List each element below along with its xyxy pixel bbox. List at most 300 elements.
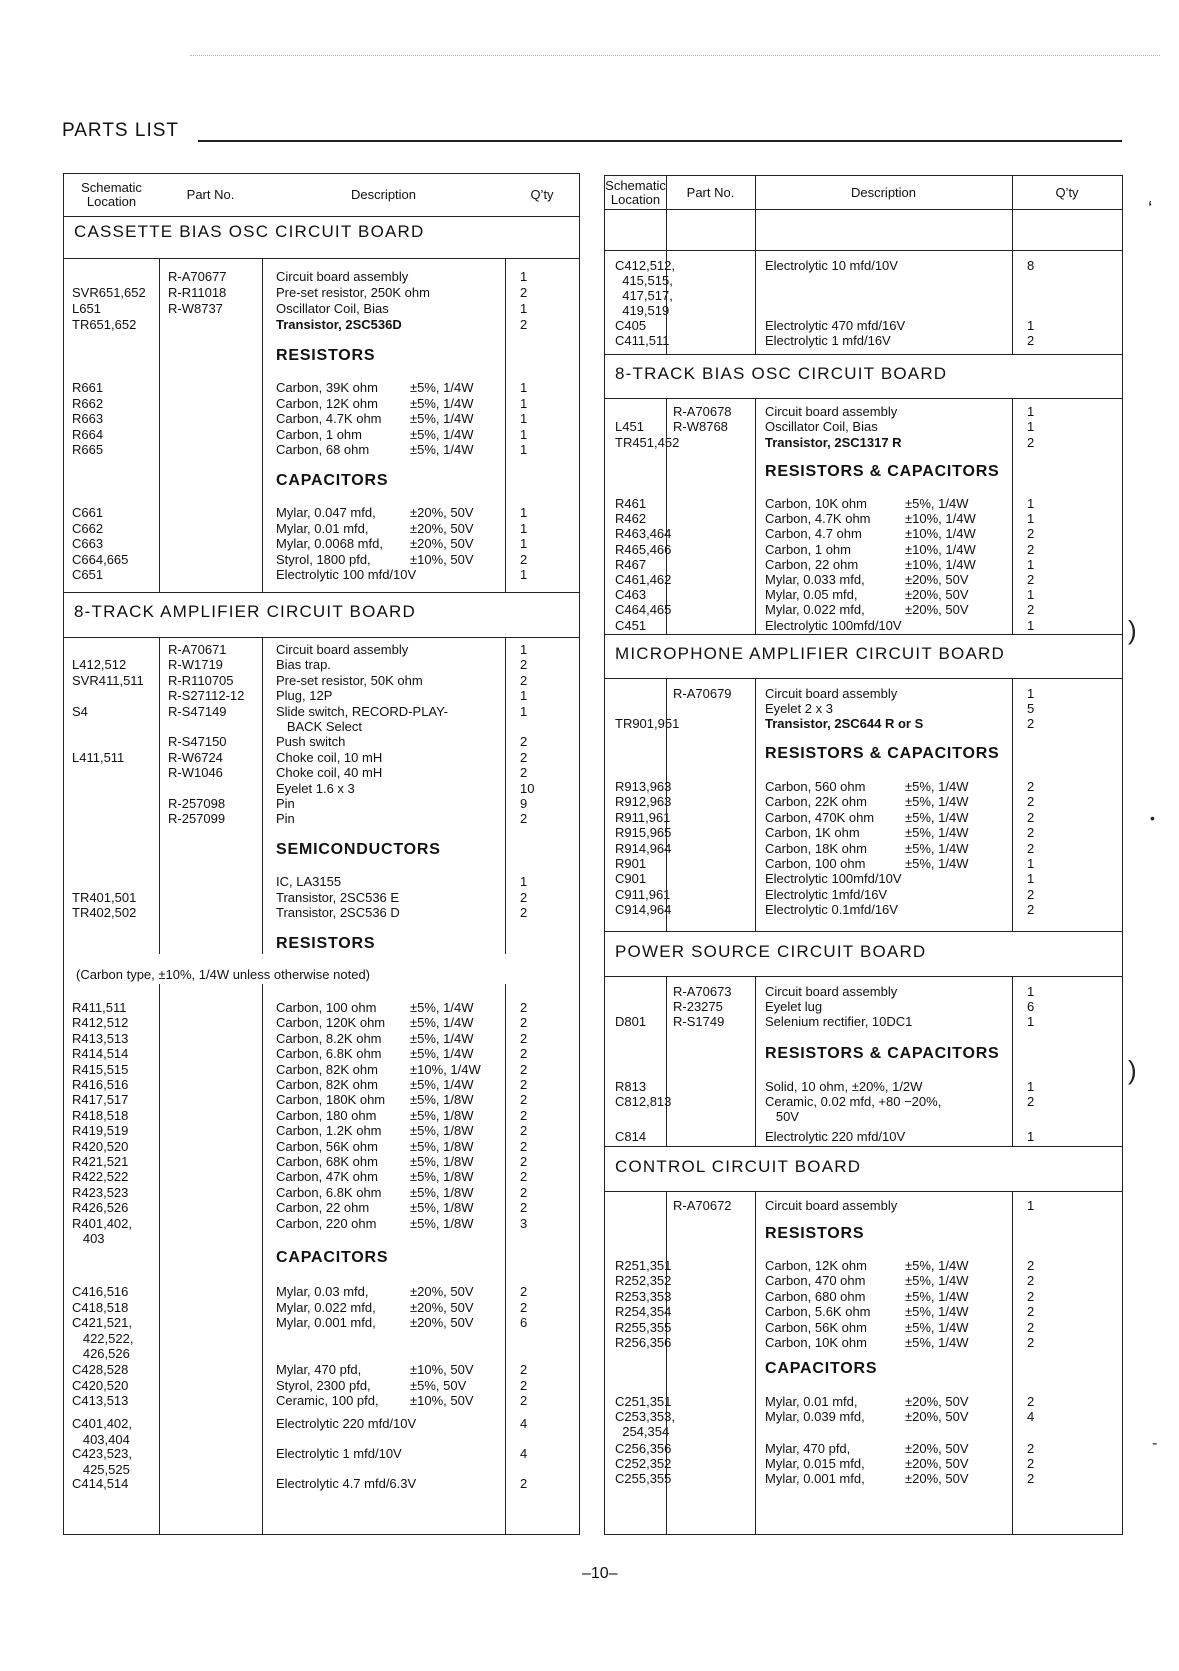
quantity: 2 — [520, 1092, 528, 1108]
schematic-location: 419,519 — [615, 303, 670, 318]
part-description: Electrolytic 470 mfd/16V — [765, 318, 906, 333]
board-title: 8-TRACK BIAS OSC CIRCUIT BOARD — [615, 364, 948, 383]
part-description: Carbon, 220 ohm — [276, 1215, 377, 1231]
resistor-note: (Carbon type, ±10%, 1/4W unless otherwise noted) — [76, 967, 371, 982]
schematic-location: R253,353 — [615, 1288, 672, 1304]
part-description: Carbon, 180K ohm — [276, 1092, 386, 1108]
schematic-location: C414,514 — [72, 1476, 129, 1491]
part-description: IC, LA3155 — [276, 874, 342, 889]
schematic-location: TR901,951 — [615, 716, 680, 732]
section-heading: RESISTORS — [765, 1225, 865, 1242]
tolerance-rating: ±5%, 1/4W — [905, 840, 969, 856]
schematic-location: R419,519 — [72, 1123, 129, 1139]
schematic-location: C253,353, — [615, 1409, 675, 1424]
schematic-location: C252,352 — [615, 1456, 672, 1471]
board-divider — [605, 1191, 1122, 1192]
schematic-location: C463 — [615, 587, 647, 603]
part-number: R-S27112-12 — [168, 688, 245, 704]
tolerance-rating: ±5%, 1/4W — [410, 1000, 474, 1015]
part-description: Transistor, 2SC644 R or S — [765, 716, 924, 732]
tolerance-rating: ±5%, 1/4W — [410, 1046, 474, 1062]
schematic-location: C421,521, — [72, 1315, 132, 1331]
board-divider — [605, 250, 1122, 251]
part-description: Carbon, 560 ohm — [765, 779, 866, 794]
tolerance-rating: ±5%, 1/4W — [410, 380, 474, 395]
section-heading: CAPACITORS — [276, 1249, 389, 1266]
schematic-location: C451 — [615, 617, 647, 633]
tolerance-rating: ±5%, 1/4W — [905, 809, 969, 825]
part-description: Carbon, 12K ohm — [276, 395, 378, 411]
quantity: 2 — [520, 317, 528, 332]
column-divider — [666, 1191, 667, 1534]
quantity: 2 — [1027, 886, 1035, 902]
part-description: Pin — [276, 796, 295, 811]
tolerance-rating: ±20%, 50V — [410, 505, 474, 520]
scan-mark: ) — [1128, 615, 1137, 645]
column-divider — [1012, 398, 1013, 634]
tolerance-rating: ±20%, 50V — [905, 602, 969, 618]
parts-table-left — [63, 173, 580, 1535]
tolerance-rating: ±20%, 50V — [410, 1284, 474, 1299]
schematic-location: R252,352 — [615, 1273, 672, 1289]
quantity: 2 — [1027, 541, 1035, 557]
part-description: 50V — [765, 1109, 799, 1124]
tolerance-rating: ±5%, 1/8W — [410, 1200, 474, 1216]
board-divider — [605, 634, 1122, 635]
board-title: MICROPHONE AMPLIFIER CIRCUIT BOARD — [615, 644, 1005, 663]
column-divider — [755, 176, 756, 354]
column-divider — [755, 678, 756, 931]
tolerance-rating: ±5%, 1/4W — [905, 1288, 969, 1304]
tolerance-rating: ±5%, 1/4W — [905, 856, 969, 871]
part-number: R-W1046 — [168, 765, 223, 781]
tolerance-rating: ±20%, 50V — [905, 1456, 969, 1471]
quantity: 4 — [520, 1446, 528, 1461]
part-description: Mylar, 0.001 mfd, — [765, 1471, 865, 1486]
part-number: R-W8768 — [673, 419, 728, 435]
part-description: Carbon, 22 ohm — [765, 556, 859, 572]
schematic-location: C405 — [615, 318, 647, 333]
part-description: Carbon, 22 ohm — [276, 1200, 370, 1216]
quantity: 2 — [1027, 716, 1035, 732]
part-description: Carbon, 8.2K ohm — [276, 1030, 382, 1046]
quantity: 9 — [520, 796, 528, 811]
quantity: 2 — [1027, 1258, 1035, 1273]
quantity: 2 — [520, 672, 528, 688]
part-description: Electrolytic 10 mfd/10V — [765, 258, 898, 273]
quantity: 2 — [1027, 902, 1035, 918]
section-heading: RESISTORS — [276, 347, 376, 364]
part-description: Transistor, 2SC1317 R — [765, 434, 902, 450]
schematic-location: R411,511 — [72, 1000, 127, 1015]
board-title: 8-TRACK AMPLIFIER CIRCUIT BOARD — [74, 602, 416, 621]
column-divider — [159, 637, 160, 954]
part-description: Circuit board assembly — [276, 269, 409, 284]
quantity: 2 — [520, 1107, 528, 1123]
tolerance-rating: ±5%, 1/8W — [410, 1107, 474, 1123]
quantity: 2 — [520, 657, 528, 673]
schematic-location: R255,355 — [615, 1319, 672, 1335]
tolerance-rating: ±5%, 1/4W — [905, 794, 969, 810]
part-description: Carbon, 10K ohm — [765, 496, 867, 511]
schematic-location: R421,521 — [72, 1154, 129, 1169]
tolerance-rating: ±20%, 50V — [905, 572, 969, 587]
tolerance-rating: ±20%, 50V — [410, 1299, 474, 1315]
quantity: 1 — [520, 520, 528, 536]
schematic-location: L451 — [615, 419, 644, 435]
part-description: Circuit board assembly — [765, 984, 898, 999]
column-divider — [505, 258, 506, 592]
part-description: Electrolytic 100 mfd/10V — [276, 567, 417, 583]
schematic-location: R915,965 — [615, 825, 672, 841]
quantity: 2 — [1027, 526, 1035, 542]
quantity: 3 — [520, 1215, 528, 1231]
tolerance-rating: ±20%, 50V — [905, 1394, 969, 1409]
part-description: Carbon, 68K ohm — [276, 1154, 378, 1169]
schematic-location: SVR651,652 — [72, 285, 146, 300]
part-description: Plug, 12P — [276, 688, 333, 704]
column-divider — [262, 637, 263, 954]
part-description: Carbon, 6.8K ohm — [276, 1046, 382, 1062]
part-description: Mylar, 0.03 mfd, — [276, 1284, 369, 1299]
quantity: 1 — [1027, 617, 1035, 633]
schematic-location: C914,964 — [615, 902, 672, 918]
tolerance-rating: ±20%, 50V — [905, 587, 969, 603]
column-header-description: Description — [350, 187, 417, 202]
quantity: 2 — [1027, 1273, 1035, 1289]
schematic-location: R423,523 — [72, 1184, 129, 1200]
tolerance-rating: ±5%, 1/4W — [410, 1015, 474, 1031]
part-description: Eyelet 1.6 x 3 — [276, 780, 355, 796]
board-divider — [605, 354, 1122, 355]
schematic-location: R420,520 — [72, 1138, 129, 1154]
part-description: Carbon, 56K ohm — [276, 1138, 378, 1154]
tolerance-rating: ±5%, 1/8W — [410, 1123, 474, 1139]
quantity: 2 — [520, 1000, 528, 1015]
quantity: 1 — [1027, 587, 1035, 603]
tolerance-rating: ±5%, 1/8W — [410, 1184, 474, 1200]
part-description: Ceramic, 0.02 mfd, +80 −20%, — [765, 1094, 942, 1109]
schematic-location: R461 — [615, 496, 647, 511]
quantity: 2 — [520, 905, 528, 921]
quantity: 2 — [520, 551, 528, 567]
part-number: R-W8737 — [168, 301, 223, 316]
part-description: Carbon, 10K ohm — [765, 1335, 867, 1350]
part-description: Electrolytic 1mfd/16V — [765, 886, 888, 902]
part-description: Choke coil, 10 mH — [276, 749, 383, 765]
quantity: 6 — [520, 1315, 528, 1331]
quantity: 1 — [520, 426, 528, 442]
schematic-location: R662 — [72, 395, 104, 411]
quantity: 1 — [1027, 1079, 1035, 1094]
schematic-location: R813 — [615, 1079, 647, 1094]
part-description: Carbon, 39K ohm — [276, 380, 378, 395]
schematic-location: TR451,452 — [615, 434, 680, 450]
part-description: Carbon, 82K ohm — [276, 1077, 378, 1092]
quantity: 6 — [1027, 999, 1035, 1015]
scan-mark: • — [1150, 810, 1155, 826]
part-description: Styrol, 2300 pfd, — [276, 1377, 371, 1393]
scan-speckle-line — [190, 55, 1160, 56]
schematic-location: C464,465 — [615, 602, 672, 618]
part-description: Transistor, 2SC536 E — [276, 889, 400, 905]
part-description: Mylar, 0.01 mfd, — [765, 1394, 858, 1409]
tolerance-rating: ±10%, 1/4W — [410, 1061, 481, 1077]
tolerance-rating: ±5%, 1/4W — [905, 1258, 969, 1273]
part-number: R-A70679 — [673, 686, 732, 701]
quantity: 2 — [1027, 1335, 1035, 1350]
part-number: R-257099 — [168, 811, 226, 827]
tolerance-rating: ±20%, 50V — [905, 1441, 969, 1456]
quantity: 2 — [520, 1393, 528, 1409]
part-number: R-A70678 — [673, 404, 732, 419]
part-number: R-R11018 — [168, 285, 227, 300]
schematic-location: C814 — [615, 1129, 647, 1144]
board-divider — [605, 678, 1122, 679]
part-description: Carbon, 12K ohm — [765, 1258, 867, 1273]
schematic-location: C901 — [615, 871, 647, 887]
quantity: 2 — [1027, 794, 1035, 810]
part-description: Carbon, 4.7K ohm — [276, 411, 382, 427]
quantity: 5 — [1027, 701, 1035, 717]
schematic-location: C423,523, — [72, 1446, 132, 1461]
part-description: Solid, 10 ohm, ±20%, 1/2W — [765, 1079, 923, 1094]
schematic-location: 403 — [72, 1231, 105, 1246]
quantity: 2 — [520, 1377, 528, 1393]
column-divider — [666, 976, 667, 1146]
quantity: 1 — [520, 505, 528, 520]
column-divider — [755, 976, 756, 1146]
quantity: 1 — [520, 380, 528, 395]
section-heading: RESISTORS & CAPACITORS — [765, 745, 1000, 762]
board-divider — [64, 258, 579, 259]
part-description: Pre-set resistor, 50K ohm — [276, 672, 423, 688]
column-divider — [159, 984, 160, 1534]
schematic-location: R901 — [615, 856, 647, 871]
schematic-location: R462 — [615, 511, 647, 527]
column-divider — [159, 258, 160, 592]
quantity: 2 — [520, 285, 528, 300]
quantity: 1 — [520, 874, 528, 889]
schematic-location: L411,511 — [72, 749, 125, 765]
schematic-location: R467 — [615, 556, 647, 572]
column-header-schematic: Schematic Location — [605, 177, 666, 207]
quantity: 2 — [1027, 602, 1035, 618]
part-description: Selenium rectifier, 10DC1 — [765, 1014, 913, 1030]
column-header-part-no: Part No. — [686, 184, 735, 200]
schematic-location: C911,961 — [615, 886, 671, 902]
schematic-location: 403,404 — [72, 1432, 130, 1447]
board-divider — [64, 637, 579, 638]
tolerance-rating: ±5%, 1/4W — [410, 1077, 474, 1092]
part-description: Circuit board assembly — [765, 1198, 898, 1213]
part-number: R-A70671 — [168, 642, 227, 657]
column-divider — [1012, 1191, 1013, 1534]
schematic-location: R426,526 — [72, 1200, 129, 1216]
tolerance-rating: ±10%, 1/4W — [905, 541, 976, 557]
parts-table-right — [604, 175, 1123, 1535]
quantity: 1 — [1027, 686, 1035, 701]
part-description: Oscillator Coil, Bias — [276, 301, 389, 316]
quantity: 1 — [520, 536, 528, 552]
schematic-location: R251,351 — [615, 1258, 672, 1273]
part-description: Mylar, 0.022 mfd, — [276, 1299, 376, 1315]
board-divider — [605, 931, 1122, 932]
column-divider — [262, 984, 263, 1534]
schematic-location: D801 — [615, 1014, 647, 1030]
part-description: Slide switch, RECORD-PLAY- — [276, 703, 448, 719]
part-description: Mylar, 0.0068 mfd, — [276, 536, 383, 552]
part-description: Circuit board assembly — [765, 686, 898, 701]
tolerance-rating: ±5%, 1/4W — [410, 442, 474, 458]
schematic-location: R254,354 — [615, 1304, 672, 1320]
quantity: 2 — [1027, 779, 1035, 794]
part-description: Carbon, 470 ohm — [765, 1273, 866, 1289]
part-description: Electrolytic 100mfd/10V — [765, 617, 902, 633]
quantity: 2 — [520, 1184, 528, 1200]
part-description: Carbon, 47K ohm — [276, 1169, 378, 1185]
section-heading: CAPACITORS — [276, 472, 389, 489]
part-description: Choke coil, 40 mH — [276, 765, 383, 781]
quantity: 1 — [520, 688, 528, 704]
tolerance-rating: ±10%, 1/4W — [905, 526, 976, 542]
part-description: Mylar, 470 pfd, — [276, 1362, 362, 1377]
table-header — [64, 174, 579, 217]
part-description: Transistor, 2SC536D — [276, 317, 402, 332]
board-divider — [605, 398, 1122, 399]
part-description: Carbon, 120K ohm — [276, 1015, 386, 1031]
column-divider — [505, 984, 506, 1534]
tolerance-rating: ±5%, 1/4W — [905, 825, 969, 841]
tolerance-rating: ±10%, 1/4W — [905, 511, 976, 527]
board-divider — [605, 976, 1122, 977]
schematic-location: C661 — [72, 505, 104, 520]
part-description: Mylar, 0.015 mfd, — [765, 1456, 865, 1471]
part-number: R-S47149 — [168, 703, 227, 719]
part-description: Carbon, 1 ohm — [765, 541, 851, 557]
quantity: 1 — [1027, 511, 1035, 527]
tolerance-rating: ±20%, 50V — [410, 536, 474, 552]
schematic-location: C812,813 — [615, 1094, 672, 1109]
schematic-location: R912,963 — [615, 794, 672, 810]
quantity: 1 — [1027, 856, 1035, 871]
tolerance-rating: ±5%, 50V — [410, 1377, 467, 1393]
schematic-location: R422,522 — [72, 1169, 129, 1185]
part-description: Eyelet 2 x 3 — [765, 701, 833, 717]
part-description: Carbon, 100 ohm — [765, 856, 866, 871]
quantity: 8 — [1027, 258, 1035, 273]
tolerance-rating: ±5%, 1/4W — [905, 1273, 969, 1289]
quantity: 2 — [1027, 572, 1035, 587]
quantity: 1 — [1027, 404, 1035, 419]
quantity: 2 — [1027, 1094, 1035, 1109]
part-description: Carbon, 1 ohm — [276, 426, 362, 442]
schematic-location: L412,512 — [72, 657, 127, 673]
board-title: CASSETTE BIAS OSC CIRCUIT BOARD — [74, 222, 425, 241]
part-number: R-W1719 — [168, 657, 223, 673]
quantity: 2 — [1027, 1319, 1035, 1335]
column-header-part-no: Part No. — [186, 187, 235, 202]
part-description: Electrolytic 220 mfd/10V — [276, 1416, 417, 1431]
section-heading: RESISTORS & CAPACITORS — [765, 1045, 1000, 1062]
part-number: R-W6724 — [168, 749, 223, 765]
schematic-location: R401,402, — [72, 1215, 132, 1231]
part-description: Carbon, 56K ohm — [765, 1319, 867, 1335]
tolerance-rating: ±5%, 1/8W — [410, 1154, 474, 1169]
quantity: 1 — [1027, 496, 1035, 511]
quantity: 1 — [1027, 556, 1035, 572]
schematic-location: S4 — [72, 703, 88, 719]
quantity: 2 — [1027, 1288, 1035, 1304]
schematic-location: C413,513 — [72, 1393, 129, 1409]
column-header-description: Description — [850, 184, 917, 200]
quantity: 2 — [520, 1046, 528, 1062]
quantity: 1 — [1027, 1129, 1035, 1144]
quantity: 2 — [520, 734, 528, 750]
schematic-location: R256,356 — [615, 1335, 672, 1350]
quantity: 2 — [520, 1123, 528, 1139]
schematic-location: C401,402, — [72, 1416, 132, 1431]
tolerance-rating: ±5%, 1/4W — [410, 1030, 474, 1046]
scan-mark: ) — [1128, 1055, 1137, 1085]
part-description: Mylar, 0.05 mfd, — [765, 587, 858, 603]
schematic-location: L651 — [72, 301, 101, 316]
part-number: R-23275 — [673, 999, 723, 1015]
column-header-schematic: Schematic Location — [81, 180, 142, 209]
quantity: 10 — [520, 780, 535, 796]
part-description: Circuit board assembly — [276, 642, 409, 657]
column-divider — [755, 398, 756, 634]
part-description: Carbon, 68 ohm — [276, 442, 370, 458]
part-description: Electrolytic 1 mfd/10V — [276, 1446, 402, 1461]
tolerance-rating: ±10%, 50V — [410, 551, 474, 567]
quantity: 2 — [520, 1362, 528, 1377]
quantity: 2 — [520, 1138, 528, 1154]
tolerance-rating: ±20%, 50V — [410, 1315, 474, 1331]
part-description: Mylar, 470 pfd, — [765, 1441, 851, 1456]
part-description: Pin — [276, 811, 295, 827]
part-description: Mylar, 0.01 mfd, — [276, 520, 369, 536]
quantity: 2 — [520, 1077, 528, 1092]
schematic-location: C662 — [72, 520, 104, 536]
quantity: 1 — [520, 703, 528, 719]
scan-mark: ‘ — [1148, 198, 1153, 220]
part-description: Mylar, 0.022 mfd, — [765, 602, 865, 618]
part-description: Pre-set resistor, 250K ohm — [276, 285, 430, 300]
schematic-location: 415,515, — [615, 273, 673, 288]
schematic-location: R661 — [72, 380, 104, 395]
schematic-location: R415,515 — [72, 1061, 129, 1077]
quantity: 2 — [520, 1284, 528, 1299]
quantity: 1 — [520, 442, 528, 458]
schematic-location: 417,517, — [615, 288, 673, 303]
schematic-location: R412,512 — [72, 1015, 129, 1031]
schematic-location: R911,961 — [615, 809, 671, 825]
quantity: 2 — [520, 749, 528, 765]
part-number: R-R110705 — [168, 672, 234, 688]
part-description: Mylar, 0.033 mfd, — [765, 572, 865, 587]
title-rule — [198, 140, 1122, 142]
part-description: Styrol, 1800 pfd, — [276, 551, 371, 567]
part-description: Mylar, 0.039 mfd, — [765, 1409, 865, 1424]
tolerance-rating: ±20%, 50V — [905, 1409, 969, 1424]
part-description: Carbon, 18K ohm — [765, 840, 867, 856]
schematic-location: SVR411,511 — [72, 672, 144, 688]
schematic-location: 254,354 — [615, 1424, 670, 1439]
quantity: 1 — [1027, 871, 1035, 887]
part-description: Carbon, 82K ohm — [276, 1061, 378, 1077]
part-description: Electrolytic 1 mfd/16V — [765, 333, 891, 348]
